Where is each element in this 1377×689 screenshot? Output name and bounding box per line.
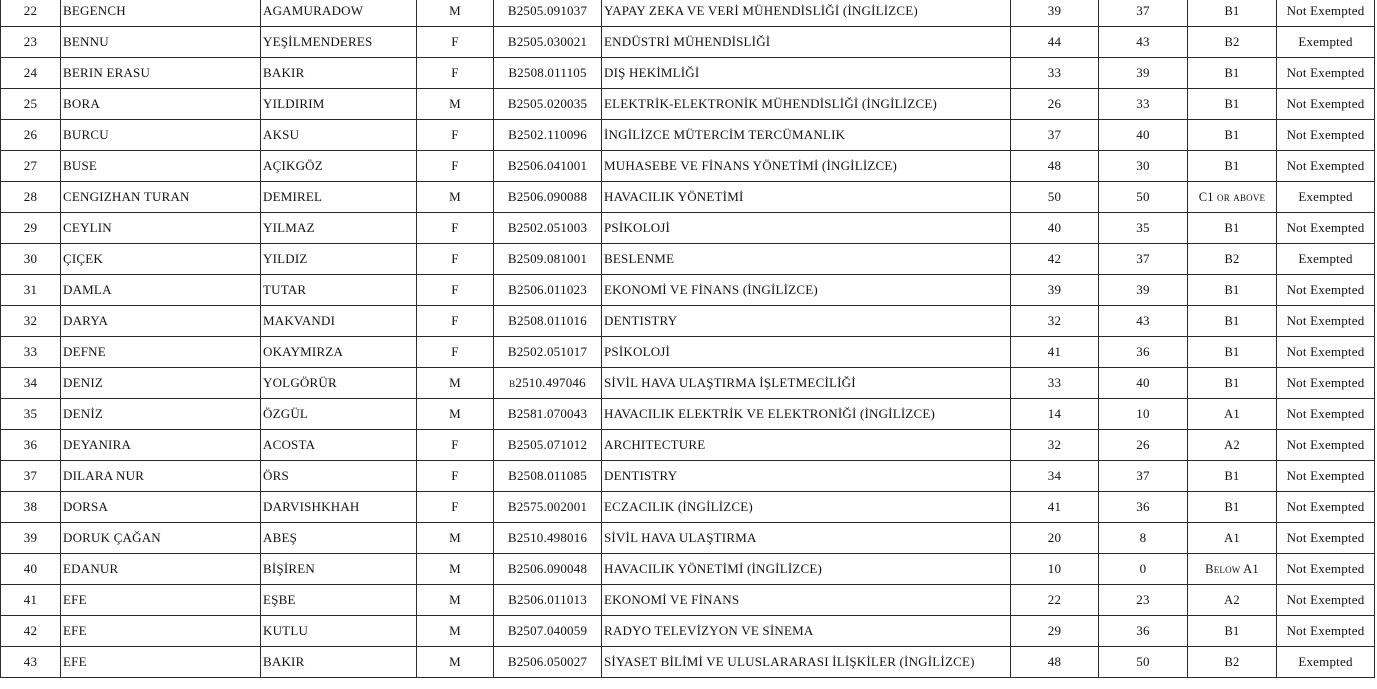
exemption-status-cell: Not Exempted [1277, 58, 1375, 89]
cefr-level-cell: B1 [1188, 120, 1277, 151]
score-1-cell: 10 [1011, 554, 1099, 585]
score-2-cell: 8 [1099, 523, 1188, 554]
cefr-level-cell: B1 [1188, 151, 1277, 182]
first-name-cell: BEGENCH [61, 0, 261, 27]
gender-cell: F [417, 337, 494, 368]
program-name-cell: HAVACILIK YÖNETİMİ (İNGİLİZCE) [602, 554, 1011, 585]
student-id-cell: B2510.498016 [494, 523, 602, 554]
first-name-cell: DEFNE [61, 337, 261, 368]
student-id-cell: B2506.090048 [494, 554, 602, 585]
row-number-cell: 25 [1, 89, 61, 120]
row-number-cell: 26 [1, 120, 61, 151]
first-name-cell: BENNU [61, 27, 261, 58]
first-name-cell: EFE [61, 616, 261, 647]
last-name-cell: DEMIREL [261, 182, 417, 213]
student-id-cell: B2502.051003 [494, 213, 602, 244]
table-row [1, 616, 1375, 647]
first-name-cell: BERIN ERASU [61, 58, 261, 89]
student-id-cell: B2508.011105 [494, 58, 602, 89]
score-2-cell: 33 [1099, 89, 1188, 120]
score-1-cell: 37 [1011, 120, 1099, 151]
first-name-cell: DAMLA [61, 275, 261, 306]
last-name-cell: AGAMURADOW [261, 0, 417, 27]
score-1-cell: 32 [1011, 306, 1099, 337]
last-name-cell: OKAYMIRZA [261, 337, 417, 368]
student-id-cell: B2508.011016 [494, 306, 602, 337]
score-1-cell: 14 [1011, 399, 1099, 430]
exemption-status-cell: Not Exempted [1277, 151, 1375, 182]
last-name-cell: YEŞİLMENDERES [261, 27, 417, 58]
last-name-cell: ACOSTA [261, 430, 417, 461]
exemption-status-cell: Exempted [1277, 182, 1375, 213]
gender-cell: F [417, 461, 494, 492]
last-name-cell: BİŞİREN [261, 554, 417, 585]
score-1-cell: 48 [1011, 647, 1099, 678]
row-number-cell: 31 [1, 275, 61, 306]
score-2-cell: 35 [1099, 213, 1188, 244]
student-id-cell: B2507.040059 [494, 616, 602, 647]
cefr-level-cell: B1 [1188, 461, 1277, 492]
exemption-status-cell: Not Exempted [1277, 585, 1375, 616]
gender-cell: M [417, 523, 494, 554]
gender-cell: F [417, 58, 494, 89]
row-number-cell: 32 [1, 306, 61, 337]
row-number-cell: 38 [1, 492, 61, 523]
row-number-cell: 33 [1, 337, 61, 368]
cefr-level-cell: B1 [1188, 58, 1277, 89]
table-body [1, 0, 1375, 678]
program-name-cell: SİVİL HAVA ULAŞTIRMA İŞLETMECİLİĞİ [602, 368, 1011, 399]
first-name-cell: BORA [61, 89, 261, 120]
table-row [1, 585, 1375, 616]
row-number-cell: 36 [1, 430, 61, 461]
score-1-cell: 42 [1011, 244, 1099, 275]
gender-cell: M [417, 585, 494, 616]
score-1-cell: 50 [1011, 182, 1099, 213]
score-1-cell: 22 [1011, 585, 1099, 616]
score-2-cell: 0 [1099, 554, 1188, 585]
last-name-cell: ABEŞ [261, 523, 417, 554]
exemption-status-cell: Not Exempted [1277, 89, 1375, 120]
cefr-level-cell: B1 [1188, 337, 1277, 368]
student-id-cell: B2502.110096 [494, 120, 602, 151]
score-1-cell: 48 [1011, 151, 1099, 182]
last-name-cell: AÇIKGÖZ [261, 151, 417, 182]
gender-cell: F [417, 27, 494, 58]
exemption-status-cell: Not Exempted [1277, 213, 1375, 244]
table-row [1, 461, 1375, 492]
gender-cell: M [417, 0, 494, 27]
table-row [1, 58, 1375, 89]
row-number-cell: 37 [1, 461, 61, 492]
score-1-cell: 29 [1011, 616, 1099, 647]
table-row [1, 27, 1375, 58]
gender-cell: M [417, 647, 494, 678]
gender-cell: F [417, 151, 494, 182]
table-row [1, 213, 1375, 244]
program-name-cell: DIŞ HEKİMLİĞİ [602, 58, 1011, 89]
score-2-cell: 40 [1099, 120, 1188, 151]
score-2-cell: 40 [1099, 368, 1188, 399]
first-name-cell: BUSE [61, 151, 261, 182]
program-name-cell: HAVACILIK YÖNETİMİ [602, 182, 1011, 213]
cefr-level-cell: B1 [1188, 275, 1277, 306]
score-1-cell: 33 [1011, 58, 1099, 89]
program-name-cell: DENTISTRY [602, 306, 1011, 337]
row-number-cell: 30 [1, 244, 61, 275]
score-1-cell: 41 [1011, 337, 1099, 368]
student-id-cell: B2506.050027 [494, 647, 602, 678]
program-name-cell: PSİKOLOJİ [602, 337, 1011, 368]
row-number-cell: 43 [1, 647, 61, 678]
first-name-cell: ÇIÇEK [61, 244, 261, 275]
gender-cell: M [417, 399, 494, 430]
program-name-cell: HAVACILIK ELEKTRİK VE ELEKTRONİĞİ (İNGİLİZCE) [602, 399, 1011, 430]
program-name-cell: ECZACILIK (İNGİLİZCE) [602, 492, 1011, 523]
last-name-cell: ÖZGÜL [261, 399, 417, 430]
table-row [1, 244, 1375, 275]
cefr-level-cell: B1 [1188, 89, 1277, 120]
first-name-cell: BURCU [61, 120, 261, 151]
cefr-level-cell: B2 [1188, 647, 1277, 678]
last-name-cell: AKSU [261, 120, 417, 151]
program-name-cell: ENDÜSTRİ MÜHENDİSLİĞİ [602, 27, 1011, 58]
row-number-cell: 27 [1, 151, 61, 182]
first-name-cell: DORUK ÇAĞAN [61, 523, 261, 554]
score-1-cell: 20 [1011, 523, 1099, 554]
student-id-cell: B2506.011023 [494, 275, 602, 306]
table-row [1, 492, 1375, 523]
cefr-level-cell: B1 [1188, 368, 1277, 399]
student-id-cell: B2506.041001 [494, 151, 602, 182]
score-2-cell: 37 [1099, 0, 1188, 27]
first-name-cell: EFE [61, 647, 261, 678]
program-name-cell: BESLENME [602, 244, 1011, 275]
cefr-level-cell: B1 [1188, 616, 1277, 647]
row-number-cell: 41 [1, 585, 61, 616]
score-2-cell: 39 [1099, 58, 1188, 89]
score-1-cell: 26 [1011, 89, 1099, 120]
student-id-cell: b2510.497046 [494, 368, 602, 399]
exemption-status-cell: Not Exempted [1277, 461, 1375, 492]
student-id-cell: B2575.002001 [494, 492, 602, 523]
exemption-status-cell: Not Exempted [1277, 616, 1375, 647]
score-1-cell: 39 [1011, 0, 1099, 27]
last-name-cell: MAKVANDI [261, 306, 417, 337]
gender-cell: F [417, 213, 494, 244]
table-row [1, 275, 1375, 306]
row-number-cell: 23 [1, 27, 61, 58]
table-row [1, 523, 1375, 554]
last-name-cell: DARVISHKHAH [261, 492, 417, 523]
student-id-cell: B2505.020035 [494, 89, 602, 120]
score-1-cell: 40 [1011, 213, 1099, 244]
table-row [1, 151, 1375, 182]
first-name-cell: EDANUR [61, 554, 261, 585]
row-number-cell: 29 [1, 213, 61, 244]
last-name-cell: ÖRS [261, 461, 417, 492]
gender-cell: F [417, 430, 494, 461]
table-row [1, 647, 1375, 678]
program-name-cell: İNGİLİZCE MÜTERCİM TERCÜMANLIK [602, 120, 1011, 151]
last-name-cell: BAKIR [261, 647, 417, 678]
score-2-cell: 36 [1099, 337, 1188, 368]
exemption-status-cell: Not Exempted [1277, 523, 1375, 554]
program-name-cell: PSİKOLOJİ [602, 213, 1011, 244]
exemption-status-cell: Not Exempted [1277, 554, 1375, 585]
table-row [1, 306, 1375, 337]
cefr-level-cell: B1 [1188, 492, 1277, 523]
first-name-cell: DENİZ [61, 399, 261, 430]
student-id-cell: B2505.030021 [494, 27, 602, 58]
table-row [1, 120, 1375, 151]
score-2-cell: 36 [1099, 616, 1188, 647]
student-id-cell: B2506.090088 [494, 182, 602, 213]
exemption-status-cell: Not Exempted [1277, 430, 1375, 461]
cefr-level-cell: A1 [1188, 399, 1277, 430]
score-2-cell: 30 [1099, 151, 1188, 182]
score-1-cell: 44 [1011, 27, 1099, 58]
last-name-cell: YILMAZ [261, 213, 417, 244]
last-name-cell: BAKIR [261, 58, 417, 89]
first-name-cell: DILARA NUR [61, 461, 261, 492]
program-name-cell: SİVİL HAVA ULAŞTIRMA [602, 523, 1011, 554]
exemption-status-cell: Not Exempted [1277, 337, 1375, 368]
score-1-cell: 39 [1011, 275, 1099, 306]
first-name-cell: DORSA [61, 492, 261, 523]
cefr-level-cell: A1 [1188, 523, 1277, 554]
student-id-cell: B2505.091037 [494, 0, 602, 27]
gender-cell: F [417, 492, 494, 523]
cefr-level-cell: B1 [1188, 213, 1277, 244]
student-id-cell: B2506.011013 [494, 585, 602, 616]
first-name-cell: CEYLIN [61, 213, 261, 244]
table-row [1, 368, 1375, 399]
score-2-cell: 26 [1099, 430, 1188, 461]
row-number-cell: 22 [1, 0, 61, 27]
exemption-status-cell: Exempted [1277, 27, 1375, 58]
row-number-cell: 42 [1, 616, 61, 647]
gender-cell: M [417, 554, 494, 585]
first-name-cell: DARYA [61, 306, 261, 337]
score-2-cell: 50 [1099, 647, 1188, 678]
table-row [1, 182, 1375, 213]
last-name-cell: YOLGÖRÜR [261, 368, 417, 399]
cefr-level-cell: B1 [1188, 0, 1277, 27]
exemption-status-cell: Not Exempted [1277, 368, 1375, 399]
score-1-cell: 41 [1011, 492, 1099, 523]
row-number-cell: 28 [1, 182, 61, 213]
program-name-cell: RADYO TELEVİZYON VE SİNEMA [602, 616, 1011, 647]
score-2-cell: 50 [1099, 182, 1188, 213]
score-2-cell: 36 [1099, 492, 1188, 523]
table-row [1, 337, 1375, 368]
student-id-cell: B2508.011085 [494, 461, 602, 492]
gender-cell: F [417, 306, 494, 337]
exemption-status-cell: Exempted [1277, 647, 1375, 678]
exemption-status-cell: Not Exempted [1277, 0, 1375, 27]
cefr-level-cell: A2 [1188, 430, 1277, 461]
last-name-cell: TUTAR [261, 275, 417, 306]
score-2-cell: 37 [1099, 461, 1188, 492]
program-name-cell: YAPAY ZEKA VE VERİ MÜHENDİSLİĞİ (İNGİLİZCE) [602, 0, 1011, 27]
last-name-cell: EŞBE [261, 585, 417, 616]
exemption-status-cell: Not Exempted [1277, 120, 1375, 151]
exemption-status-cell: Exempted [1277, 244, 1375, 275]
table-row [1, 554, 1375, 585]
gender-cell: F [417, 120, 494, 151]
score-1-cell: 33 [1011, 368, 1099, 399]
score-2-cell: 10 [1099, 399, 1188, 430]
row-number-cell: 34 [1, 368, 61, 399]
program-name-cell: DENTISTRY [602, 461, 1011, 492]
row-number-cell: 39 [1, 523, 61, 554]
gender-cell: M [417, 89, 494, 120]
cefr-level-cell: B2 [1188, 27, 1277, 58]
first-name-cell: DEYANIRA [61, 430, 261, 461]
exemption-status-cell: Not Exempted [1277, 306, 1375, 337]
cefr-level-cell: B1 [1188, 306, 1277, 337]
program-name-cell: ARCHITECTURE [602, 430, 1011, 461]
score-2-cell: 43 [1099, 27, 1188, 58]
student-id-cell: B2581.070043 [494, 399, 602, 430]
table-row [1, 399, 1375, 430]
first-name-cell: EFE [61, 585, 261, 616]
first-name-cell: DENIZ [61, 368, 261, 399]
table-row [1, 430, 1375, 461]
score-2-cell: 39 [1099, 275, 1188, 306]
student-id-cell: B2509.081001 [494, 244, 602, 275]
row-number-cell: 35 [1, 399, 61, 430]
program-name-cell: ELEKTRİK-ELEKTRONİK MÜHENDİSLİĞİ (İNGİLİZCE) [602, 89, 1011, 120]
table-row [1, 89, 1375, 120]
cefr-level-cell: B2 [1188, 244, 1277, 275]
table-row [1, 0, 1375, 27]
program-name-cell: SİYASET BİLİMİ VE ULUSLARARASI İLİŞKİLER (İNGİLİZCE) [602, 647, 1011, 678]
score-1-cell: 32 [1011, 430, 1099, 461]
cefr-level-cell: C1 or above [1188, 182, 1277, 213]
gender-cell: M [417, 616, 494, 647]
exemption-status-cell: Not Exempted [1277, 492, 1375, 523]
score-1-cell: 34 [1011, 461, 1099, 492]
row-number-cell: 24 [1, 58, 61, 89]
program-name-cell: MUHASEBE VE FİNANS YÖNETİMİ (İNGİLİZCE) [602, 151, 1011, 182]
exemption-status-cell: Not Exempted [1277, 399, 1375, 430]
score-2-cell: 43 [1099, 306, 1188, 337]
cefr-level-cell: A2 [1188, 585, 1277, 616]
program-name-cell: EKONOMİ VE FİNANS [602, 585, 1011, 616]
row-number-cell: 40 [1, 554, 61, 585]
program-name-cell: EKONOMİ VE FİNANS (İNGİLİZCE) [602, 275, 1011, 306]
last-name-cell: YILDIZ [261, 244, 417, 275]
exemption-status-cell: Not Exempted [1277, 275, 1375, 306]
first-name-cell: CENGIZHAN TURAN [61, 182, 261, 213]
last-name-cell: KUTLU [261, 616, 417, 647]
gender-cell: F [417, 244, 494, 275]
gender-cell: F [417, 275, 494, 306]
cefr-level-cell: Below A1 [1188, 554, 1277, 585]
gender-cell: M [417, 368, 494, 399]
student-id-cell: B2502.051017 [494, 337, 602, 368]
score-2-cell: 37 [1099, 244, 1188, 275]
last-name-cell: YILDIRIM [261, 89, 417, 120]
gender-cell: M [417, 182, 494, 213]
student-id-cell: B2505.071012 [494, 430, 602, 461]
score-2-cell: 23 [1099, 585, 1188, 616]
